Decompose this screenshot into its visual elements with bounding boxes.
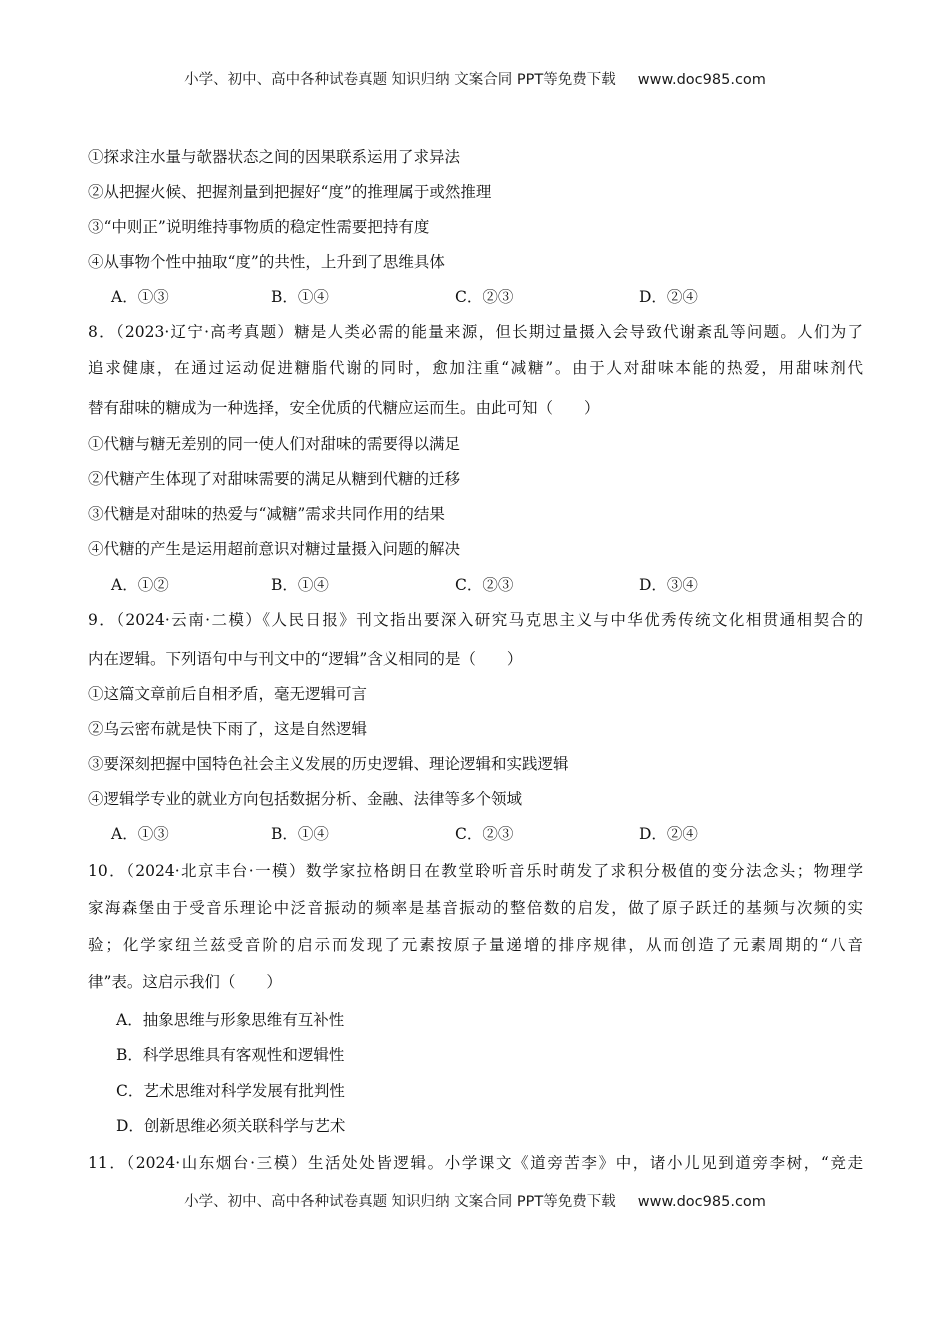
q10-stem-line: 验；化学家纽兰兹受音阶的启示而发现了元素按原子量递增的排序规律，从而创造了元素周期的“八音: [88, 936, 863, 954]
q9-option-a: A．①③: [111, 825, 169, 843]
page-footer: [0, 1190, 950, 1211]
q7-option-b: B．①④: [271, 288, 329, 306]
q8-stem-line: 追求健康，在通过运动促进糖脂代谢的同时，愈加注重“减糖”。由于人对甜味本能的热爱，用甜味剂代: [88, 359, 863, 377]
header-text: 小学、初中、高中各种试卷真题 知识归纳 文案合同 PPT等免费下载: [184, 72, 616, 88]
q8-statement: ④代糖的产生是运用超前意识对糖过量摄入问题的解决: [88, 540, 461, 558]
header-url[interactable]: www.doc985.com: [637, 72, 766, 88]
q8-stem-line: 替有甜味的糖成为一种选择，安全优质的代糖应运而生。由此可知（ ）: [88, 399, 600, 417]
q9-stem-line: 内在逻辑。下列语句中与刊文中的“逻辑”含义相同的是（ ）: [88, 650, 523, 668]
q8-statement: ②代糖产生体现了对甜味需要的满足从糖到代糖的迁移: [88, 470, 461, 488]
q7-statement: ①探求注水量与欹器状态之间的因果联系运用了求异法: [88, 148, 461, 166]
q9-option-b: B．①④: [271, 825, 329, 843]
q8-option-a: A．①②: [111, 576, 169, 594]
q7-statement: ④从事物个性中抽取“度”的共性，上升到了思维具体: [88, 253, 445, 271]
q9-statement: ④逻辑学专业的就业方向包括数据分析、金融、法律等多个领域: [88, 790, 523, 808]
q10-option-a: A．抽象思维与形象思维有互补性: [116, 1011, 345, 1029]
q7-statement: ②从把握火候、把握剂量到把握好“度”的推理属于或然推理: [88, 183, 492, 201]
q10-option-c: C．艺术思维对科学发展有批判性: [116, 1082, 345, 1100]
footer-text: 小学、初中、高中各种试卷真题 知识归纳 文案合同 PPT等免费下载: [184, 1194, 616, 1210]
q8-option-b: B．①④: [271, 576, 329, 594]
q7-statement: ③“中则正”说明维持事物质的稳定性需要把持有度: [88, 218, 430, 236]
q9-statement: ①这篇文章前后自相矛盾，毫无逻辑可言: [88, 685, 368, 703]
footer-url[interactable]: www.doc985.com: [637, 1194, 766, 1210]
q9-option-d: D．②④: [639, 825, 698, 843]
q10-stem-line: 10．（2024·北京丰台·一模）数学家拉格朗日在教堂聆听音乐时萌发了求积分极值的变分法念头；物理学: [88, 862, 863, 880]
q10-stem-line: 律”表。这启示我们（ ）: [88, 973, 282, 991]
q8-stem-line: 8．（2023·辽宁·高考真题）糖是人类必需的能量来源，但长期过量摄入会导致代谢紊乱等问题。人们为了: [88, 323, 863, 341]
q10-option-d: D．创新思维必须关联科学与艺术: [116, 1117, 346, 1135]
q7-option-d: D．②④: [639, 288, 698, 306]
q9-option-c: C．②③: [455, 825, 514, 843]
q8-option-d: D．③④: [639, 576, 698, 594]
page-header: [0, 68, 950, 89]
q9-stem-line: 9．（2024·云南·二模）《人民日报》刊文指出要深入研究马克思主义与中华优秀传统文化相贯通相契合的: [88, 611, 863, 629]
q8-option-c: C．②③: [455, 576, 514, 594]
q8-statement: ①代糖与糖无差别的同一使人们对甜味的需要得以满足: [88, 435, 461, 453]
q7-option-c: C．②③: [455, 288, 514, 306]
q8-statement: ③代糖是对甜味的热爱与“减糖”需求共同作用的结果: [88, 505, 445, 523]
q10-stem-line: 家海森堡由于受音乐理论中泛音振动的频率是基音振动的整倍数的启发，做了原子跃迁的基频与次频的实: [88, 899, 863, 917]
q11-stem-line: 11．（2024·山东烟台·三模）生活处处皆逻辑。小学课文《道旁苦李》中，诸小儿见到道旁李树，“竞走: [88, 1154, 863, 1172]
q9-statement: ③要深刻把握中国特色社会主义发展的历史逻辑、理论逻辑和实践逻辑: [88, 755, 569, 773]
q7-option-a: A．①③: [111, 288, 169, 306]
q9-statement: ②乌云密布就是快下雨了，这是自然逻辑: [88, 720, 368, 738]
q10-option-b: B．科学思维具有客观性和逻辑性: [116, 1046, 345, 1064]
